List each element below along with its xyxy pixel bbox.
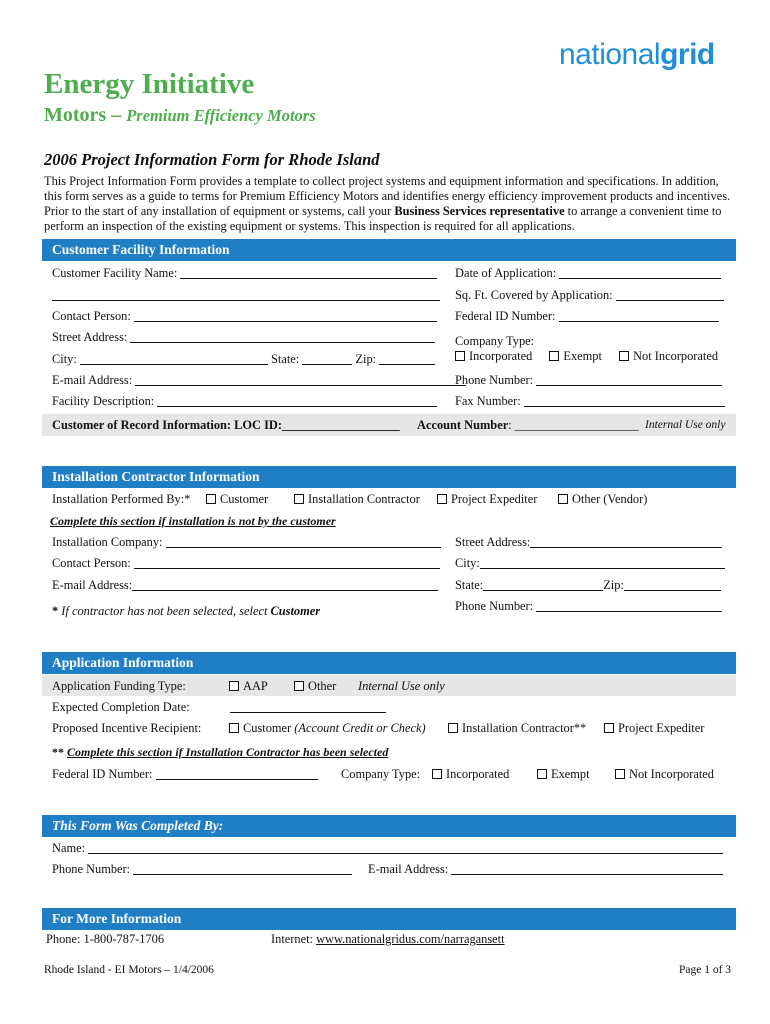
field-label: Customer Facility Name: [52, 266, 178, 280]
subtitle-italic: Premium Efficiency Motors [126, 106, 316, 125]
field-label: Contact Person: [52, 556, 131, 570]
section-heading-completed-by: This Form Was Completed By: [42, 815, 736, 837]
loc-id-field[interactable]: Customer of Record Information: LOC ID:___________________ [52, 418, 400, 432]
section-heading-application: Application Information [42, 652, 736, 674]
contractor-state-zip-field[interactable] [455, 578, 721, 593]
intro-text: Prior to the start of any installation of equipment or systems, call your [44, 204, 395, 218]
field-label: Fax Number: [455, 394, 521, 408]
performed-by-label: Installation Performed By:* [52, 492, 191, 506]
city-line[interactable] [480, 556, 725, 569]
checkbox-icon[interactable] [432, 769, 442, 779]
company-type-options [455, 349, 718, 364]
checkbox-icon[interactable] [294, 494, 304, 504]
field-label: Street Address: [455, 535, 531, 549]
internet-label: Internet: [271, 932, 313, 946]
fax-line[interactable] [524, 394, 725, 407]
contact-line[interactable] [134, 309, 437, 322]
intro-line: This Project Information Form provides a template to collect project systems and equipment information and specifications. In addition, [44, 174, 719, 188]
checkbox-aap[interactable] [229, 679, 268, 694]
field-label: Sq. Ft. Covered by Application: [455, 288, 613, 302]
checkbox-project-expediter[interactable] [437, 492, 537, 507]
date-line[interactable] [559, 266, 721, 279]
field-label: E-mail Address: [52, 373, 133, 387]
option-label: Project Expediter [618, 721, 705, 735]
checkbox-recipient-customer[interactable] [229, 721, 426, 736]
checkbox-icon[interactable] [537, 769, 547, 779]
logo-text-bold: grid [660, 38, 715, 71]
field-label: Name: [52, 841, 86, 855]
state-line[interactable] [302, 352, 352, 365]
expected-completion-line[interactable] [230, 700, 386, 715]
footnote-star: * [52, 604, 62, 618]
checkbox-recipient-contractor[interactable] [448, 721, 586, 736]
more-info-internet [271, 932, 505, 947]
field-label: Contact Person: [52, 309, 131, 323]
federal-id-line[interactable] [156, 767, 318, 780]
checkbox-icon[interactable] [604, 723, 614, 733]
option-label: Installation Contractor [308, 492, 420, 506]
email-line[interactable] [132, 578, 438, 591]
section-heading-more-info: For More Information [42, 908, 736, 930]
phone-line[interactable] [536, 373, 722, 386]
checkbox-icon[interactable] [206, 494, 216, 504]
field-label: City: [52, 352, 77, 366]
city-state-zip-field[interactable] [52, 352, 435, 367]
intro-text: to arrange a convenient time to [564, 204, 722, 218]
option-label: Other [308, 679, 337, 693]
option-label: Customer [220, 492, 269, 506]
checkbox-icon[interactable] [558, 494, 568, 504]
city-line[interactable] [80, 352, 268, 365]
application-federal-id-field[interactable] [52, 767, 318, 782]
checkbox-icon[interactable] [619, 351, 629, 361]
contractor-note: Complete this section if installation is not by the customer [50, 514, 336, 528]
footnote-text: If contractor has not been selected, select [61, 604, 271, 618]
contractor-email-field[interactable] [52, 578, 438, 593]
option-label: AAP [243, 679, 268, 693]
checkbox-app-exempt[interactable] [537, 767, 590, 782]
checkbox-other[interactable] [294, 679, 336, 694]
option-label: Incorporated [446, 767, 510, 781]
checkbox-exempt[interactable] [549, 349, 602, 363]
checkbox-icon[interactable] [455, 351, 465, 361]
field-label: Federal ID Number: [455, 309, 556, 323]
checkbox-customer[interactable] [206, 492, 268, 507]
field-label: Zip: [603, 578, 624, 592]
state-line[interactable] [483, 578, 603, 591]
phone-number-field[interactable] [455, 373, 722, 388]
option-label: Not Incorporated [629, 767, 714, 781]
account-line: : ____________________ [508, 418, 639, 432]
name-line[interactable] [88, 841, 723, 854]
internal-use-note: Internal Use only [645, 419, 726, 431]
account-number-field[interactable] [417, 418, 639, 433]
proposed-recipient-label: Proposed Incentive Recipient: [52, 721, 202, 735]
contractor-street-field[interactable] [455, 535, 722, 550]
option-label: Customer [243, 721, 292, 735]
checkbox-not-incorporated[interactable] [619, 349, 718, 363]
field-label: Phone Number: [52, 862, 131, 876]
field-label: State: [271, 352, 300, 366]
field-label: Zip: [355, 352, 377, 366]
street-line[interactable] [130, 330, 435, 343]
form-title: 2006 Project Information Form for Rhode Island [44, 150, 380, 169]
checkbox-icon[interactable] [229, 723, 239, 733]
field-label: City: [455, 556, 480, 570]
facility-description-field[interactable] [52, 394, 437, 409]
completed-by-name-field[interactable] [52, 841, 723, 856]
company-line[interactable] [166, 535, 441, 548]
checkbox-icon[interactable] [437, 494, 447, 504]
checkbox-app-incorporated[interactable] [432, 767, 509, 782]
field-label: Federal ID Number: [52, 767, 153, 781]
checkbox-icon[interactable] [549, 351, 559, 361]
facility-name-line-2[interactable] [52, 288, 440, 303]
field-label: Street Address: [52, 330, 128, 344]
footer-left: Rhode Island - EI Motors – 1/4/2006 [44, 964, 214, 976]
more-info-phone: Phone: 1-800-787-1706 [46, 932, 165, 946]
checkbox-icon[interactable] [448, 723, 458, 733]
street-address-field[interactable] [52, 330, 435, 345]
field-label: E-mail Address: [368, 862, 449, 876]
checkbox-incorporated[interactable] [455, 349, 532, 363]
intro-line: perform an inspection of the existing equipment or systems. This inspection is required for all applications. [44, 219, 575, 233]
contact-person-field[interactable] [52, 309, 437, 324]
field-label: Expected Completion Date: [52, 700, 190, 714]
intro-bold: Business Services representative [394, 204, 565, 218]
phone-line[interactable] [133, 862, 352, 875]
facility-name-line[interactable] [180, 266, 437, 279]
contractor-contact-field[interactable] [52, 556, 440, 571]
facility-name-line[interactable] [52, 288, 440, 301]
internet-link[interactable]: www.nationalgridus.com/narragansett [316, 932, 505, 946]
facility-name-field[interactable] [52, 266, 437, 281]
intro-line: this form serves as a guide to terms for Premium Efficiency Motors and identifies energy efficiency improvement products and incentives. [44, 189, 731, 203]
installation-company-field[interactable] [52, 535, 441, 550]
field-label: Phone Number: [455, 599, 534, 613]
field-label: State: [455, 578, 484, 592]
option-label: Exempt [563, 349, 602, 363]
phone-line[interactable] [536, 599, 722, 612]
expected-completion-field[interactable] [52, 700, 190, 715]
checkbox-installation-contractor[interactable] [294, 492, 420, 507]
option-label: Not Incorporated [633, 349, 719, 363]
field-label: Installation Company: [52, 535, 163, 549]
email-field[interactable] [52, 373, 466, 388]
sq-ft-line[interactable] [616, 288, 724, 301]
section-heading-contractor: Installation Contractor Information [42, 466, 736, 488]
field-label: E-mail Address: [52, 578, 133, 592]
zip-line[interactable] [624, 578, 721, 591]
page-subtitle [44, 104, 316, 127]
field-label: Account Number [417, 418, 509, 432]
logo-text: national [559, 38, 661, 71]
section-heading-customer: Customer Facility Information [42, 239, 736, 261]
email-line[interactable] [451, 862, 723, 875]
contractor-footnote [52, 604, 320, 619]
internal-use-note: Internal Use only [358, 679, 445, 693]
federal-id-field[interactable] [455, 309, 719, 324]
completed-by-email-field[interactable] [368, 862, 723, 877]
email-line[interactable] [135, 373, 466, 386]
funding-type-label: Application Funding Type: [52, 679, 186, 693]
option-note: (Account Credit or Check) [294, 721, 426, 735]
completion-line[interactable] [230, 700, 386, 713]
intro-line [44, 204, 744, 219]
subtitle-main: Motors – [44, 104, 122, 126]
option-label: Exempt [551, 767, 590, 781]
page-title: Energy Initiative [44, 68, 255, 100]
option-label: Project Expediter [451, 492, 538, 506]
contractor-city-field[interactable] [455, 556, 725, 571]
footnote-bold: Customer [270, 604, 321, 618]
page-number: Page 1 of 3 [679, 964, 732, 976]
option-label: Installation Contractor** [462, 721, 587, 735]
checkbox-app-not-incorporated[interactable] [615, 767, 714, 782]
contact-line[interactable] [134, 556, 440, 569]
field-label: Phone Number: [455, 373, 534, 387]
option-label: Incorporated [469, 349, 533, 363]
company-type-label: Company Type: [455, 334, 535, 348]
checkbox-recipient-expediter[interactable] [604, 721, 704, 736]
checkbox-icon[interactable] [229, 681, 239, 691]
contractor-phone-field[interactable] [455, 599, 722, 614]
sq-ft-field[interactable] [455, 288, 724, 303]
national-grid-logo [559, 38, 715, 72]
intro-paragraph [44, 174, 744, 234]
note-prefix: ** [52, 745, 67, 759]
description-line[interactable] [157, 394, 437, 407]
checkbox-icon[interactable] [615, 769, 625, 779]
option-label: Other (Vendor) [572, 492, 648, 506]
application-note [52, 745, 388, 760]
date-of-application-field[interactable] [455, 266, 721, 281]
field-label: Facility Description: [52, 394, 155, 408]
checkbox-other-vendor[interactable] [558, 492, 647, 507]
zip-line[interactable] [379, 352, 435, 365]
checkbox-icon[interactable] [294, 681, 304, 691]
note-text: Complete this section if Installation Contractor has been selected [67, 745, 389, 759]
street-line[interactable] [530, 535, 722, 548]
application-company-type-label: Company Type: [341, 767, 421, 781]
fax-number-field[interactable] [455, 394, 725, 409]
field-label: Date of Application: [455, 266, 557, 280]
completed-by-phone-field[interactable] [52, 862, 352, 877]
federal-id-line[interactable] [559, 309, 719, 322]
